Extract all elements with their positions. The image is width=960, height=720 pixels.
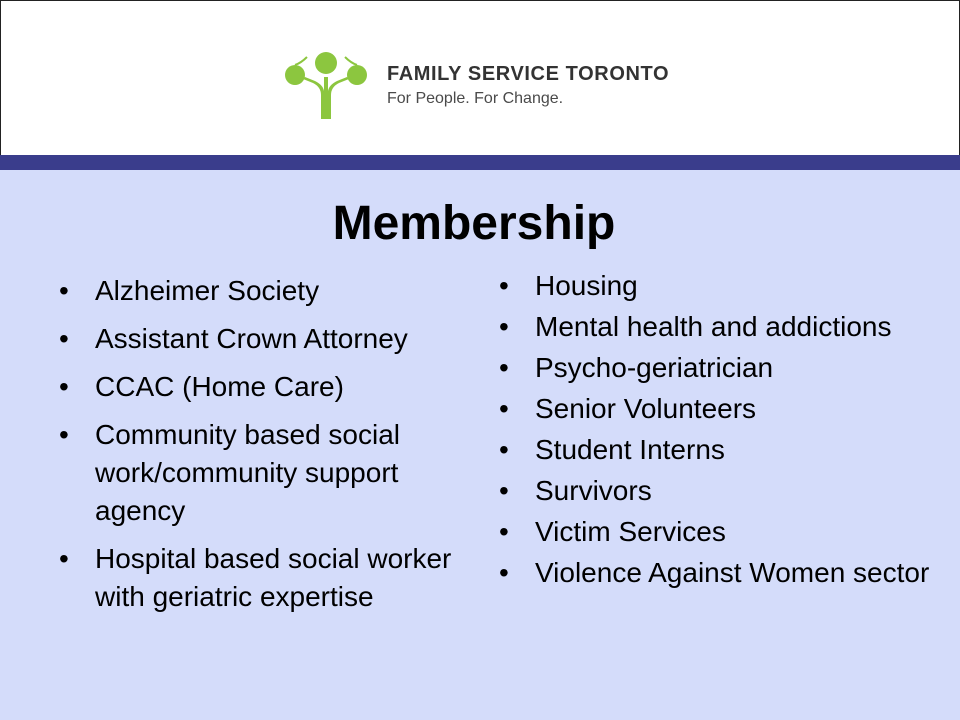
list-item: • Alzheimer Society [95, 272, 467, 310]
list-item: • CCAC (Home Care) [95, 368, 467, 406]
list-item: • Assistant Crown Attorney [95, 320, 467, 358]
list-item: • Senior Volunteers [535, 391, 935, 426]
right-membership-list [535, 268, 935, 596]
list-item: • Mental health and addictions [535, 309, 935, 344]
tagline: For People. For Change. [387, 90, 564, 107]
left-membership-list [95, 272, 467, 626]
slide-title: Membership [332, 197, 616, 250]
list-item: • Housing [535, 268, 935, 303]
header-banner [0, 0, 960, 156]
list-item: • Psycho-geriatrician [535, 350, 935, 385]
header-divider-band [0, 155, 960, 170]
tree-logo-icon [277, 49, 377, 121]
list-item: • Student Interns [535, 432, 935, 467]
list-item: • Violence Against Women sector [535, 555, 935, 590]
list-item: • Hospital based social worker with geriatric expertise [95, 540, 467, 616]
list-item: • Survivors [535, 473, 935, 508]
list-item: • Community based social work/community support agency [95, 416, 467, 530]
list-item: • Victim Services [535, 514, 935, 549]
org-name: FAMILY SERVICE TORONTO [387, 63, 670, 85]
